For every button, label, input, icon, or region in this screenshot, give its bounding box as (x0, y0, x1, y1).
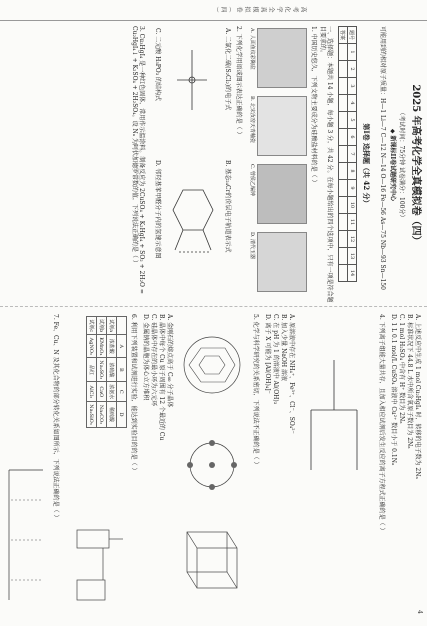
q6-cell: KMnO₄ (97, 335, 107, 358)
instructions: 一、选择题：本题共 14 小题，每小题 3 分，共 42 分。在每小题给出的四个选项中，只有一项是符合题目要求的。 (319, 26, 333, 303)
q4-stem: 4. 下列离子组能大量共存，且加入相应试剂后发生反应的离子方程式正确的是（ ） (378, 314, 385, 534)
q5-option-c: C. 硅晶体中存在的最小环为六元环 (150, 314, 157, 407)
q6-cell: 浓盐酸 (107, 335, 117, 358)
bronze-bell-image (257, 164, 307, 224)
answer-cell: 1 (348, 44, 357, 61)
atomic-mass: 可能用到的相对原子质量：H—1 Li—7 C—12 N—14 O—16 Fe—56 As—75 Nb—93 Sn—150 (379, 26, 386, 290)
answer-blank[interactable] (339, 61, 348, 78)
answer-row-numbers (348, 27, 357, 282)
q6-cell: 品红 (87, 358, 97, 382)
porcelain-image (257, 96, 307, 156)
q6-cell: 稀硫酸 (107, 402, 117, 428)
q5-stem: 5. 化学与科学研究的关系密切，下列说法不正确的是（ ） (252, 314, 259, 468)
jade-image (257, 232, 307, 292)
q6-cell: C (117, 382, 127, 402)
q1-option-c: C. 曾侯乙编钟 (249, 164, 255, 196)
answer-cell: 14 (348, 265, 357, 282)
answer-cell: 10 (348, 197, 357, 214)
answer-blank[interactable] (339, 214, 348, 231)
q3-option-c: C. 1 mol H₂SO₄ 中含有 H⁺ 数目为 2Nₐ (398, 314, 405, 424)
q3-option-d: D. 1 L 0.1 mol/L CuSO₄ 溶液中 Cu²⁺ 数目小于 0.1Nₐ (390, 314, 397, 466)
q5-option-d: D. 金属钠的晶胞为体心立方堆积 (142, 314, 149, 401)
answer-blank[interactable] (339, 197, 348, 214)
q2-option-c: C. 二元酸 H₃PO₃ 的结构式 (154, 28, 161, 102)
answer-cell: 8 (348, 163, 357, 180)
q6-reagent-table (86, 316, 127, 428)
cubic-cell-diagram (177, 520, 243, 610)
q6-table-header (117, 317, 127, 428)
q6-cell: Na₂CO₃ (97, 402, 107, 428)
q6-cell: B (117, 358, 127, 382)
q1-option-d: D. 清代玉器 (249, 232, 255, 260)
pottery-image (257, 28, 307, 88)
q1-stem: 1. 中国历史悠久，下列文物主要成分为硅酸盐材料的是（ ） (310, 26, 317, 186)
answer-blank[interactable] (339, 44, 348, 61)
q6-cell (117, 317, 127, 335)
q6-cell: Na₂SiO₃ (87, 402, 97, 428)
q7-transformation-chart (3, 460, 47, 610)
q6-cell: D (117, 402, 127, 428)
q7-stem: 7. Fe、Cu、N 及其化合物的部分转化关系如图所示，下列说法正确的是（ ） (52, 314, 59, 521)
answer-cell: 9 (348, 180, 357, 197)
answer-cell: 6 (348, 129, 357, 146)
left-column (0, 0, 427, 307)
answer-blank[interactable] (339, 146, 348, 163)
binding-sidebar (0, 0, 427, 21)
q6-table-row (97, 317, 107, 428)
h3po3-structure-diagram (167, 30, 217, 140)
answer-blank[interactable] (339, 163, 348, 180)
exam-info: （考试时间：75分钟 试卷满分：100分） (398, 109, 405, 221)
answer-blank[interactable] (339, 231, 348, 248)
q5-option-b: B. 晶体中每个 Cu 原子周围有 12 个最近的 Cu (158, 314, 165, 441)
q2-option-b: B. 基态₂₄Cr的价层电子轨道表示式 (224, 160, 231, 253)
exam-source: ◆ 新课标II卷试题研究中心 (389, 128, 396, 202)
answer-blank[interactable] (339, 180, 348, 197)
answer-cell: 2 (348, 61, 357, 78)
answer-table (338, 26, 357, 282)
answer-blank[interactable] (339, 95, 348, 112)
answer-cell: 5 (348, 112, 357, 129)
q5-option-a: A. 金刚石的熔点高于 C₆₀ 分子晶体 (166, 314, 173, 408)
q6-cell: AgNO₃ (87, 335, 97, 358)
q6-cell: 试剂b (97, 317, 107, 335)
answer-blank[interactable] (339, 129, 348, 146)
q3-option-b: B. 标准状况下 44.8 L 水中所含氧原子数目为 2Nₐ (406, 314, 413, 449)
q6-cell: 浓氨水 (107, 382, 117, 402)
q4-flow-diagram (299, 350, 369, 500)
q4-option-a: A. 原溶液中存在 NH₄⁺、Fe³⁺、Cl⁻、SO₄²⁻ (288, 314, 295, 434)
q6-cell: A (117, 335, 127, 358)
answer-blank[interactable] (339, 265, 348, 282)
exam-title: 2025 年高考化学全真模拟卷（四） (410, 84, 421, 246)
answer-cell: 13 (348, 248, 357, 265)
answer-cell: 4 (348, 95, 357, 112)
q6-table-row (107, 317, 117, 428)
q1-option-b: B. 北宋汝窑天青釉瓷 (249, 96, 255, 143)
q4-option-d: D. 离子 X 可能为 [Al(OH)₄]⁻ (264, 314, 271, 394)
answer-cell: 7 (348, 146, 357, 163)
hydrogen-bond-diagram (165, 170, 221, 280)
q3-option-a: A. 上述反应中生成 1 mol Cu₂HgI₄ 时，转移的电子数为 2Nₐ (414, 314, 421, 479)
q2-stem: 2. 下列化学用语或图示表达正确的是（ ） (235, 26, 242, 138)
sidebar-text: 高考化学全真模拟卷（四） (211, 5, 307, 12)
q1-option-a: A. 人面鱼纹彩陶盆 (249, 28, 255, 70)
q6-stem: 6. 利用下列装置和试剂进行实验，能达到实验目的的是（ ） (130, 314, 137, 474)
q6-cell: 试剂a (107, 317, 117, 335)
answer-blank[interactable] (339, 248, 348, 265)
crystal-cell-diagram (177, 430, 247, 500)
right-column (0, 310, 427, 626)
c60-structure-diagram (177, 330, 247, 400)
q6-cell: Na₂SO₃ (97, 358, 107, 382)
q4-option-c: C. 在 pH 为 1 的溶液中 Al(OH)₃ (272, 314, 279, 405)
answer-row-label: 题号 (348, 27, 357, 44)
answer-label: 答案 (339, 27, 348, 44)
q6-table-row (87, 317, 97, 428)
answer-blank[interactable] (339, 112, 348, 129)
answer-row-blank (339, 27, 348, 282)
q6-cell: 试剂c (87, 317, 97, 335)
q6-cell: CaO (97, 382, 107, 402)
page-number: 4 (416, 610, 423, 614)
apparatus-diagram (69, 520, 129, 620)
q6-cell: 浓硫酸 (107, 358, 117, 382)
q4-option-b: B. 加入少量 NaOH 溶液 (280, 314, 287, 382)
answer-blank[interactable] (339, 78, 348, 95)
section-title: 第Ⅰ卷 选择题（共 42 分） (362, 123, 371, 207)
answer-cell: 3 (348, 78, 357, 95)
q2-option-a: A. 二氯化二硫(S₂Cl₂)的电子式 (224, 28, 231, 111)
q2-option-d: D. 邻羟基苯甲醛分子内的氢键示意图 (154, 160, 161, 259)
answer-cell: 11 (348, 214, 357, 231)
q6-cell: AlCl₃ (87, 382, 97, 402)
q3-stem: 3. Cu₃HgI₄ 是一种红色固体，常用作示温涂料。制备反应为 2CuSO₄ + K₂HgI₄ + SO₂ + 2H₂O = Cu₂HgI₄↓ + K₂SO₄ + 2H₂SO₄。设 Nₐ 为阿伏加德罗常数的值，下列说法正确的是（ ） (131, 26, 145, 294)
answer-cell: 12 (348, 231, 357, 248)
